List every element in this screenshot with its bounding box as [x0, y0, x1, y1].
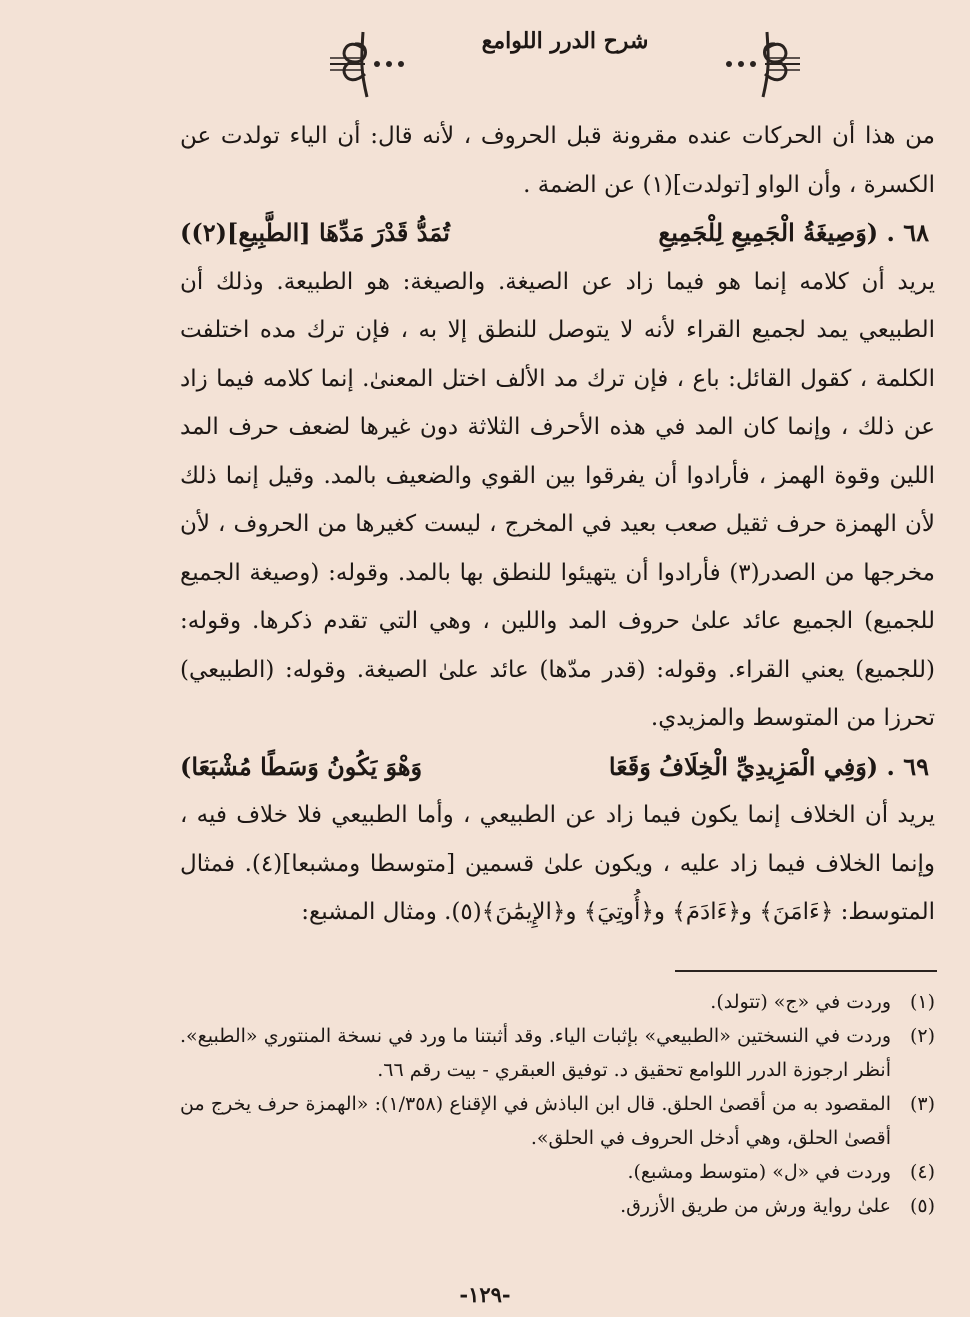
verse-69 — [180, 743, 935, 792]
footnote-number: (١) — [909, 991, 935, 1013]
footnote-text: وردت في «ج» (تتولد). — [710, 991, 891, 1013]
main-text — [180, 112, 935, 937]
running-title: شرح الدرر اللوامع — [481, 28, 649, 54]
page-number: -١٢٩- — [459, 1282, 511, 1307]
footnote-text: المقصود به من أقصىٰ الحلق. قال ابن الباذش في الإقناع (١/٣٥٨): «الهمزة حرف يخرج من أقصىٰ الحلق، وهي أدخل الحروف في الحلق». — [180, 1093, 891, 1149]
paragraph-1: من هذا أن الحركات عنده مقرونة قبل الحروف ، لأنه قال: أن الياء تولدت عن الكسرة ، وأن الواو [تولدت](١) عن الضمة . — [180, 123, 935, 198]
verse-68 — [180, 209, 935, 258]
footnote-item — [180, 1087, 935, 1155]
paragraph-3: يريد أن الخلاف إنما يكون فيما زاد عن الطبيعي ، وأما الطبيعي فلا خلاف فيه ، وإنما الخلاف فيما زاد عليه ، ويكون علىٰ قسمين [متوسطا ومشبعا](٤). فمثال المتوسط: ﴿ءَامَنَ﴾ و﴿ءَادَمَ﴾ و﴿أُوتِيَ﴾ و﴿الإِيمَٰنَ﴾(٥). ومثال المشبع: — [180, 802, 935, 925]
footnote-text: وردت في النسختين «الطبيعي» بإثبات الياء. وقد أثبتنا ما ورد في نسخة المنتوري «الطبيع». أنظر ارجوزة الدرر اللوامع تحقيق د. توفيق العبقري - بيت رقم ٦٦. — [180, 1025, 891, 1081]
footnotes — [180, 985, 935, 1223]
footnote-text: وردت في «ل» (متوسط ومشبع). — [627, 1161, 891, 1183]
footnote-number: (٤) — [909, 1161, 935, 1183]
footnote-number: (٥) — [909, 1195, 935, 1217]
verse-69-first-half: ٦٩ . (وَفِي الْمَزِيدِيِّ الْخِلَافُ وَقَعَا — [608, 751, 929, 781]
footnote-item — [180, 985, 935, 1019]
verse-69-second-half: وَهْوَ يَكُونُ وَسَطًا مُشْبَعَا) — [180, 751, 423, 781]
footnote-item — [180, 1189, 935, 1223]
paragraph-2: يريد أن كلامه إنما هو فيما زاد عن الصيغة. والصيغة: هو الطبيعة. وذلك أن الطبيعي يمد لجميع القراء لأنه لا يتوصل للنطق إلا به ، فإن ترك مده اختلفت الكلمة ، كقول القائل: باع ، فإن ترك مد الألف اختل المعنىٰ. إنما كلامه فيما زاد عن ذلك ، وإنما كان المد في هذه الأحرف الثلاثة دون غيرها لضعف حرف المد اللين وقوة الهمز ، فأرادوا أن يفرقوا بين القوي والضعيف بالمد. وقيل إنما ذلك لأن الهمزة حرف ثقيل صعب بعيد في المخرج ، ليست كغيرها من الحروف ، لأن مخرجها من الصدر(٣) فأرادوا أن يتهيئوا للنطق بها بالمد. وقوله: (وصيغة الجميع للجميع) الجميع عائد علىٰ حروف المد واللين ، وهي التي تقدم ذكرها. وقوله: (للجميع) يعني القراء. وقوله: (قدر مدّها) عائد علىٰ الصيغة. وقوله: (الطبيعي) تحرزا من المتوسط والمزيدي. — [180, 268, 935, 731]
ornament-right-icon — [685, 22, 805, 102]
ornament-left-icon — [325, 22, 445, 102]
footnote-number: (٢) — [909, 1025, 935, 1047]
verse-68-first-half: ٦٨ . (وَصِيغَةُ الْجَمِيعِ لِلْجَمِيعِ — [658, 218, 929, 247]
footnote-divider — [675, 970, 937, 972]
footnote-item — [180, 1019, 935, 1087]
footnote-text: علىٰ رواية ورش من طريق الأزرق. — [620, 1195, 891, 1217]
running-header — [325, 22, 805, 102]
footnote-number: (٣) — [909, 1093, 935, 1115]
verse-68-second-half: تُمَدُّ قَدْرَ مَدِّهَا [الطَّبِيعِ](٢)) — [180, 218, 450, 247]
footnote-item — [180, 1155, 935, 1189]
